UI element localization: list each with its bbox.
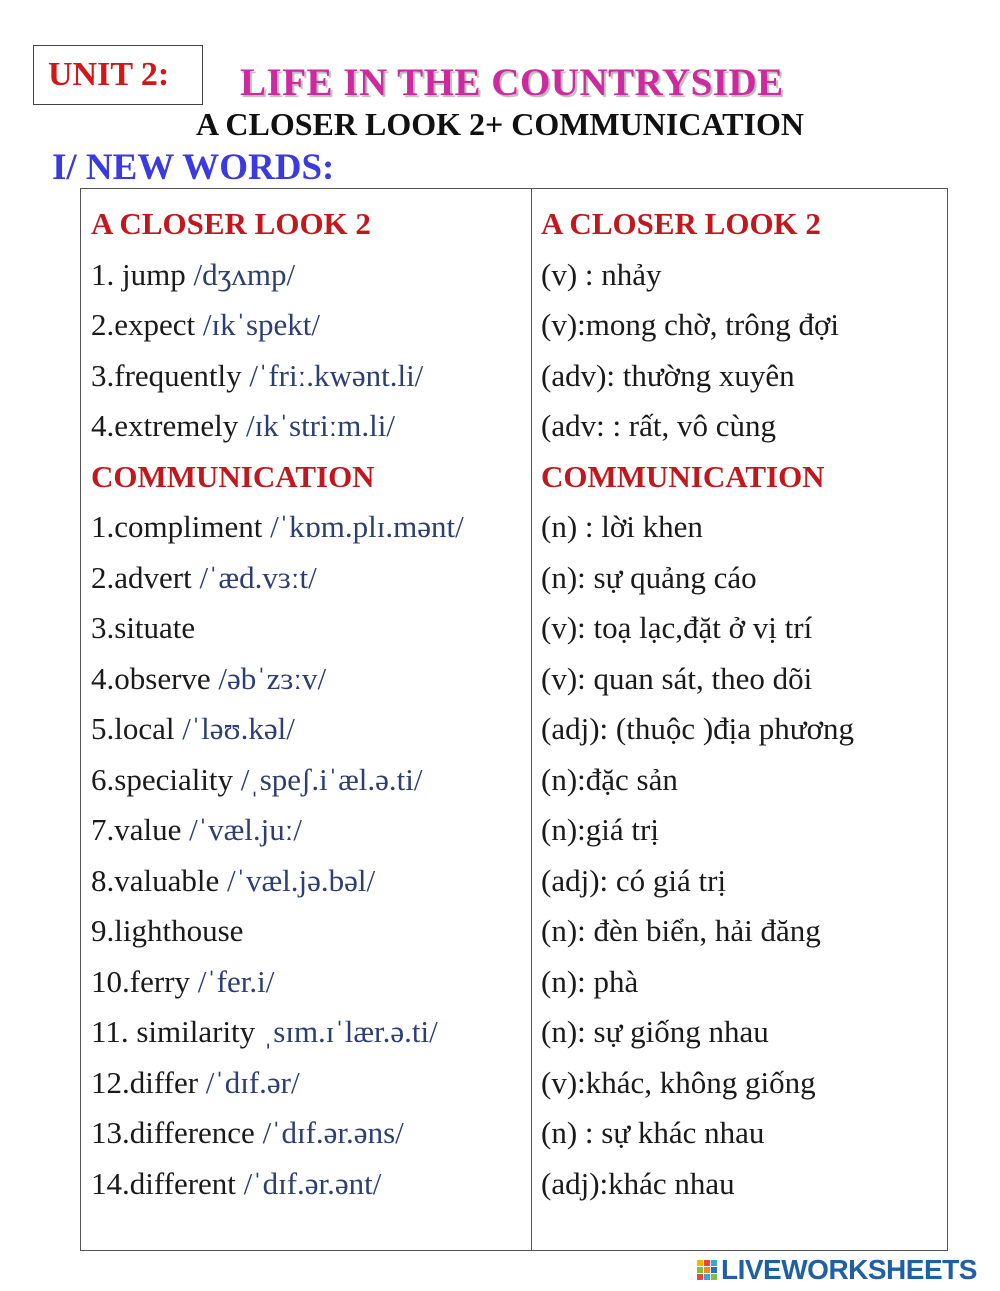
meaning-row: (n):đặc sản (541, 761, 678, 797)
meaning-row: (n): đèn biển, hải đăng (541, 913, 821, 948)
ipa-text: /ˈfriː.kwənt.li/ (249, 357, 424, 393)
ipa-text: /ˈfer.i/ (197, 963, 275, 999)
ipa-text: /ˈæd.vɜːt/ (199, 559, 317, 595)
liveworksheets-grid-icon (697, 1260, 717, 1280)
word-column (91, 199, 529, 1209)
meaning-column (541, 199, 941, 1209)
word-row (91, 856, 529, 907)
meaning-row: (v):mong chờ, trông đợi (541, 307, 839, 342)
logo-grid-cell (697, 1267, 703, 1273)
meaning-row: (v) : nhảy (541, 256, 662, 292)
word-row (91, 805, 529, 856)
word-text: 10.ferry (91, 963, 198, 999)
word-row (91, 401, 529, 452)
meaning-row: (n):giá trị (541, 812, 659, 847)
ipa-text: /dʒʌmp/ (193, 256, 296, 292)
word-row (91, 755, 529, 806)
ipa-text: /ˈləʊ.kəl/ (182, 711, 295, 746)
meaning-row: (n) : lời khen (541, 509, 703, 544)
section-heading-right: A CLOSER LOOK 2 (541, 206, 821, 241)
word-row (91, 351, 529, 402)
unit-label: UNIT 2: (33, 45, 203, 105)
meaning-row: (n): sự giống nhau (541, 1014, 769, 1049)
ipa-text: /ɪkˈspekt/ (202, 307, 320, 342)
word-text: 4.observe (91, 660, 219, 696)
word-row (91, 1007, 529, 1058)
meaning-row: (adj): có giá trị (541, 862, 727, 898)
word-text: 12.differ (91, 1064, 206, 1100)
logo-grid-cell (697, 1274, 703, 1280)
word-row (91, 1108, 529, 1159)
word-row (91, 250, 529, 301)
word-row (91, 603, 529, 654)
meaning-row: (n): sự quảng cáo (541, 559, 757, 595)
section-heading-left: A CLOSER LOOK 2 (91, 206, 371, 241)
word-text: 14.different (91, 1165, 244, 1201)
liveworksheets-logo[interactable] (697, 1255, 977, 1285)
word-row (91, 704, 529, 755)
ipa-text: /ˈdɪf.ər/ (205, 1064, 300, 1100)
meaning-row: (adv): thường xuyên (541, 357, 795, 393)
logo-text: LIVEWORKSHEETS (721, 1254, 977, 1285)
column-divider (531, 189, 532, 1250)
ipa-text: /ˈdɪf.ər.ənt/ (243, 1165, 382, 1201)
logo-grid-cell (704, 1260, 710, 1266)
ipa-text: ˌsɪm.ɪˈlær.ə.ti/ (262, 1014, 438, 1049)
section-heading-right: COMMUNICATION (541, 458, 825, 494)
vocabulary-table (80, 188, 948, 1251)
word-row (91, 300, 529, 351)
logo-grid-cell (711, 1274, 717, 1280)
word-text: 7.value (91, 812, 190, 847)
word-text: 8.valuable (91, 862, 228, 898)
word-row (91, 654, 529, 705)
word-text: 1.compliment (91, 509, 271, 544)
meaning-row: (v):khác, không giống (541, 1064, 816, 1100)
ipa-text: /ˈvæl.jə.bəl/ (227, 862, 376, 898)
word-text: 5.local (91, 711, 183, 746)
word-row (91, 502, 529, 553)
word-row (91, 906, 529, 957)
word-text: 1. jump (91, 256, 194, 292)
logo-grid-cell (711, 1260, 717, 1266)
ipa-text: /ˌspeʃ.iˈæl.ə.ti/ (240, 761, 423, 797)
section-heading: I/ NEW WORDS: (52, 147, 335, 188)
word-text: 3.situate (91, 610, 196, 645)
word-text: 3.frequently (91, 357, 250, 393)
meaning-row: (n) : sự khác nhau (541, 1115, 765, 1150)
page-subtitle: A CLOSER LOOK 2+ COMMUNICATION (196, 106, 804, 142)
word-row (91, 553, 529, 604)
meaning-row: (v): quan sát, theo dõi (541, 660, 813, 696)
word-text: 9.lighthouse (91, 913, 244, 948)
logo-grid-cell (704, 1267, 710, 1273)
logo-grid-cell (704, 1274, 710, 1280)
word-row (91, 957, 529, 1008)
ipa-text: /ɪkˈstriːm.li/ (245, 408, 395, 443)
word-text: 6.speciality (91, 761, 241, 797)
word-row (91, 1159, 529, 1210)
word-text: 2.advert (91, 559, 200, 595)
ipa-text: /əbˈzɜːv/ (218, 660, 327, 696)
ipa-text: /ˈvæl.juː/ (189, 812, 302, 847)
word-text: 2.expect (91, 307, 203, 342)
logo-grid-cell (711, 1267, 717, 1273)
word-text: 13.difference (91, 1115, 263, 1150)
logo-grid-cell (697, 1260, 703, 1266)
section-heading-left: COMMUNICATION (91, 458, 375, 494)
ipa-text: /ˈdɪf.ər.əns/ (262, 1115, 404, 1150)
meaning-row: (adj): (thuộc )địa phương (541, 711, 854, 746)
meaning-row: (adj):khác nhau (541, 1165, 735, 1201)
word-row (91, 1058, 529, 1109)
word-text: 11. similarity (91, 1014, 263, 1049)
meaning-row: (n): phà (541, 963, 639, 999)
page-title: LIFE IN THE COUNTRYSIDE (240, 61, 784, 104)
meaning-row: (v): toạ lạc,đặt ở vị trí (541, 610, 813, 645)
word-text: 4.extremely (91, 408, 246, 443)
ipa-text: /ˈkɒm.plɪ.mənt/ (270, 509, 464, 544)
meaning-row: (adv: : rất, vô cùng (541, 408, 777, 443)
